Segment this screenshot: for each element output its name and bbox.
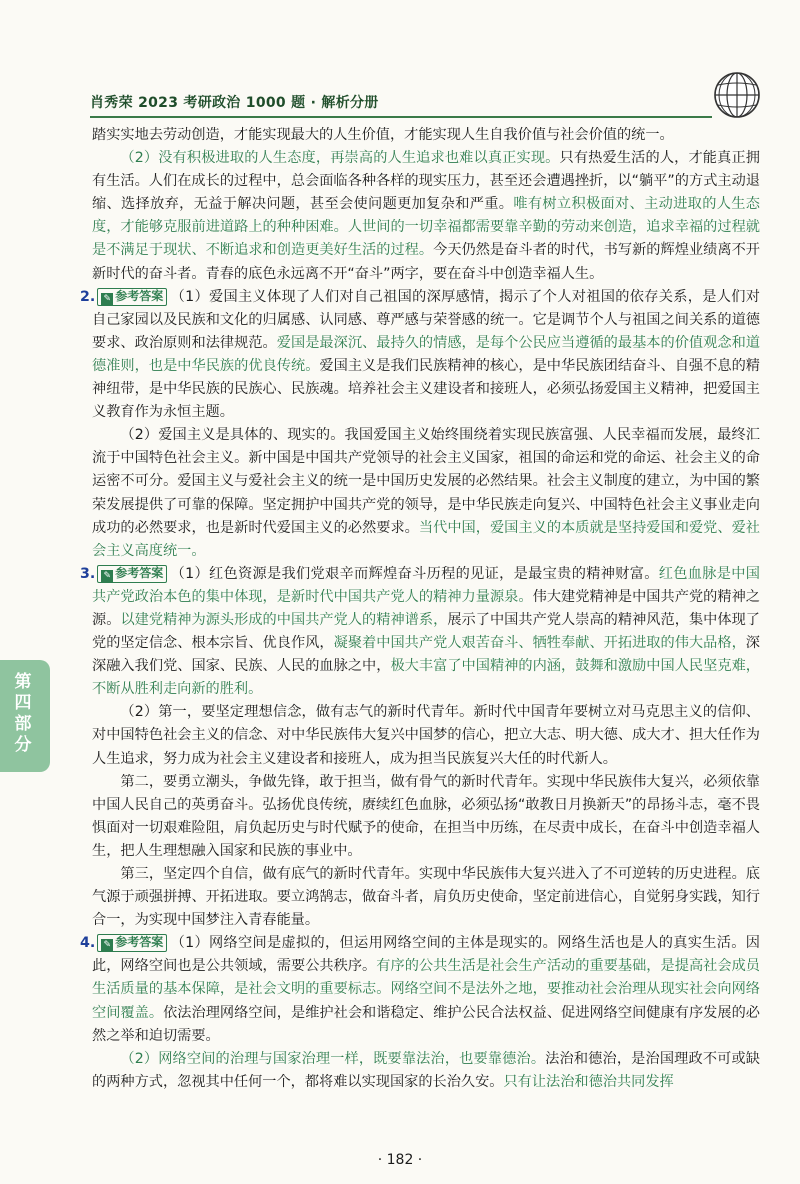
highlight-text: 红色血脉是中国共产党政治本色的集中体现，是新时代中国共产党人的精神力量源泉。 bbox=[92, 565, 760, 605]
body-text: 展示了中国共产党人崇高的精神风范，集中体现了党的坚定信念、根本宗旨、优良作风， bbox=[92, 611, 760, 652]
highlight-text: 以建党精神为源头形成的中国共产党人的精神谱系， bbox=[120, 611, 448, 628]
answer-badge bbox=[97, 288, 167, 306]
pen-icon: ✎ bbox=[101, 570, 113, 582]
book-title: 肖秀荣 2023 考研政治 1000 题 · 解析分册 bbox=[90, 95, 379, 111]
question-number: 4. bbox=[80, 935, 96, 952]
answer-badge-label: 参考答案 bbox=[115, 565, 164, 580]
body-text: （1）红色资源是我们党艰辛而辉煌奋斗历程的见证，是最宝贵的精神财富。 bbox=[170, 565, 659, 582]
page-header bbox=[90, 92, 760, 114]
body-text: 深深融入我们党、国家、民族、人民的血脉之中， bbox=[92, 635, 760, 675]
question-number: 3. bbox=[80, 565, 96, 582]
highlight-text: 爱国是最深沉、最持久的情感，是每个公民应当遵循的最基本的价值观念和道德准则，也是中华民族的优良传统。 bbox=[92, 334, 760, 374]
highlight-text: 凝聚着中国共产党人艰苦奋斗、牺牲奉献、开拓进取的伟大品格， bbox=[333, 635, 746, 652]
body-text: 第三，坚定四个自信，做有底气的新时代青年。实现中华民族伟大复兴进入了不可逆转的历史进程。底气源于顽强拼搏、开拓进取。要立鸿鹄志，做奋斗者，肩负历史使命，坚定前进信心，自觉躬身实践，知行合一，为实现中国梦注入青春能量。 bbox=[92, 866, 760, 929]
highlight-text: 有序的公共生活是社会生产活动的重要基础，是提高社会成员生活质量的基本保障，是社会文明的重要标志。网络空间不是法外之地，要推动社会治理从现实社会向网络空间覆盖。 bbox=[92, 958, 760, 1021]
highlight-text: （2）没有积极进取的人生态度，再崇高的人生追求也难以真正实现。 bbox=[120, 150, 560, 167]
answer-badge-label: 参考答案 bbox=[115, 935, 164, 950]
header-rule bbox=[90, 116, 712, 118]
answer-badge-label: 参考答案 bbox=[115, 288, 164, 303]
body-text: （1）网络空间是虚拟的，但运用网络空间的主体是现实的。网络生活也是人的真实生活。因此，网络空间也是公共领域，需要公共秩序。 bbox=[92, 935, 760, 975]
highlight-text: 唯有树立积极面对、主动进取的人生态度，才能够克服前进道路上的种种困难。人世间的一切幸福都需要靠辛勤的劳动来创造，追求幸福的过程就是不满足于现状、不断追求和创造更美好生活的过程。 bbox=[92, 196, 760, 259]
body-text: 今天仍然是奋斗者的时代，书写新的辉煌业绩离不开新时代的奋斗者。青春的底色永远离不开“奋斗”两字，要在奋斗中创造幸福人生。 bbox=[92, 242, 760, 282]
body-text: （2）第一，要坚定理想信念，做有志气的新时代青年。新时代中国青年要树立对马克思主义的信仰、对中国特色社会主义的信念、对中华民族伟大复兴中国梦的信心，把立大志、明大德、成大才、担大任作为人生追求，努力成为社会主义建设者和接班人，成为担当民族复兴大任的时代新人。 bbox=[92, 704, 760, 767]
answer-item bbox=[80, 286, 760, 425]
body-text: 踏实实地去劳动创造，才能实现最大的人生价值，才能实现人生自我价值与社会价值的统一。 bbox=[92, 127, 674, 143]
highlight-text: 极大丰富了中国精神的内涵，鼓舞和激励中国人民坚克难，不断从胜利走向新的胜利。 bbox=[92, 658, 760, 698]
answer-paragraph bbox=[92, 124, 760, 147]
highlight-text: 当代中国，爱国主义的本质就是坚持爱国和爱党、爱社会主义高度统一。 bbox=[92, 519, 760, 559]
body-text: 法治和德治，是治国理政不可或缺的两种方式，忽视其中任何一个，都将难以实现国家的长治久安。 bbox=[92, 1050, 760, 1090]
body-text: 第二，要勇立潮头，争做先锋，敢于担当，做有骨气的新时代青年。实现中华民族伟大复兴，必须依靠中国人民自己的英勇奋斗。弘扬优良传统，赓续红色血脉，必须弘扬“敢教日月换新天”的昂扬斗志，毫不畏惧面对一切艰难险阻，肩负起历史与时代赋予的使命，在担当中历练，在尽责中成长，在奋斗中创造幸福人生，把人生理想融入国家和民族的事业中。 bbox=[92, 773, 760, 859]
answer-paragraph bbox=[92, 771, 760, 863]
body-text: 伟大建党精神是中国共产党的精神之源。 bbox=[92, 588, 760, 628]
globe-icon bbox=[712, 70, 762, 120]
answer-item bbox=[80, 563, 760, 702]
body-text: （2）爱国主义是具体的、现实的。我国爱国主义始终围绕着实现民族富强、人民幸福而发展，最终汇流于中国特色社会主义。新中国是中国共产党领导的社会主义国家，祖国的命运和党的命运、社会主义的命运密不可分。爱国主义与爱社会主义的统一是中国历史发展的必然结果。社会主义制度的建立，为中国的繁荣发展提供了可靠的保障。坚定拥护中国共产党的领导，是中华民族走向复兴、中国特色社会主义事业走向成功的必然要求，也是新时代爱国主义的必然要求。 bbox=[92, 427, 760, 536]
highlight-text: 只有让法治和德治共同发挥 bbox=[503, 1073, 674, 1090]
highlight-text: （2）网络空间的治理与国家治理一样，既要靠法治，也要靠德治。 bbox=[120, 1050, 546, 1067]
answer-paragraph bbox=[92, 147, 760, 286]
section-tab-label: 第四部分 bbox=[14, 672, 32, 755]
answer-badge bbox=[97, 565, 167, 583]
answer-paragraph bbox=[92, 424, 760, 563]
pen-icon: ✎ bbox=[101, 293, 113, 305]
section-tab bbox=[0, 660, 50, 772]
answer-paragraph bbox=[92, 863, 760, 932]
answer-badge bbox=[97, 934, 167, 952]
body-text: 依法治理网络空间，是维护社会和谐稳定、维护公民合法权益、促进网络空间健康有序发展的必然之举和迫切需要。 bbox=[92, 1004, 760, 1044]
body-text: 只有热爱生活的人，才能真正拥有生活。人们在成长的过程中，总会面临各种各样的现实压力，甚至还会遭遇挫折，以“躺平”的方式主动退缩、选择放弃，无益于解决问题，甚至会使问题更加复杂和严重。 bbox=[92, 150, 760, 213]
answer-item bbox=[80, 932, 760, 1047]
answer-paragraph bbox=[92, 701, 760, 770]
question-number: 2. bbox=[80, 288, 96, 305]
pen-icon: ✎ bbox=[101, 939, 113, 951]
page-number: · 182 · bbox=[377, 1152, 423, 1168]
body-text: 爱国主义是我们民族精神的核心，是中华民族团结奋斗、自强不息的精神纽带，是中华民族的民族心、民族魂。培养社会主义建设者和接班人，必须弘扬爱国主义精神，把爱国主义教育作为永恒主题。 bbox=[92, 357, 760, 421]
answer-paragraph bbox=[92, 1048, 760, 1094]
body-text: （1）爱国主义体现了人们对自己祖国的深厚感情，揭示了个人对祖国的依存关系，是人们对自己家园以及民族和文化的归属感、认同感、尊严感与荣誉感的统一。它是调节个人与祖国之间关系的道德要求、政治原则和法律规范。 bbox=[92, 288, 760, 351]
answer-content bbox=[80, 124, 760, 1094]
